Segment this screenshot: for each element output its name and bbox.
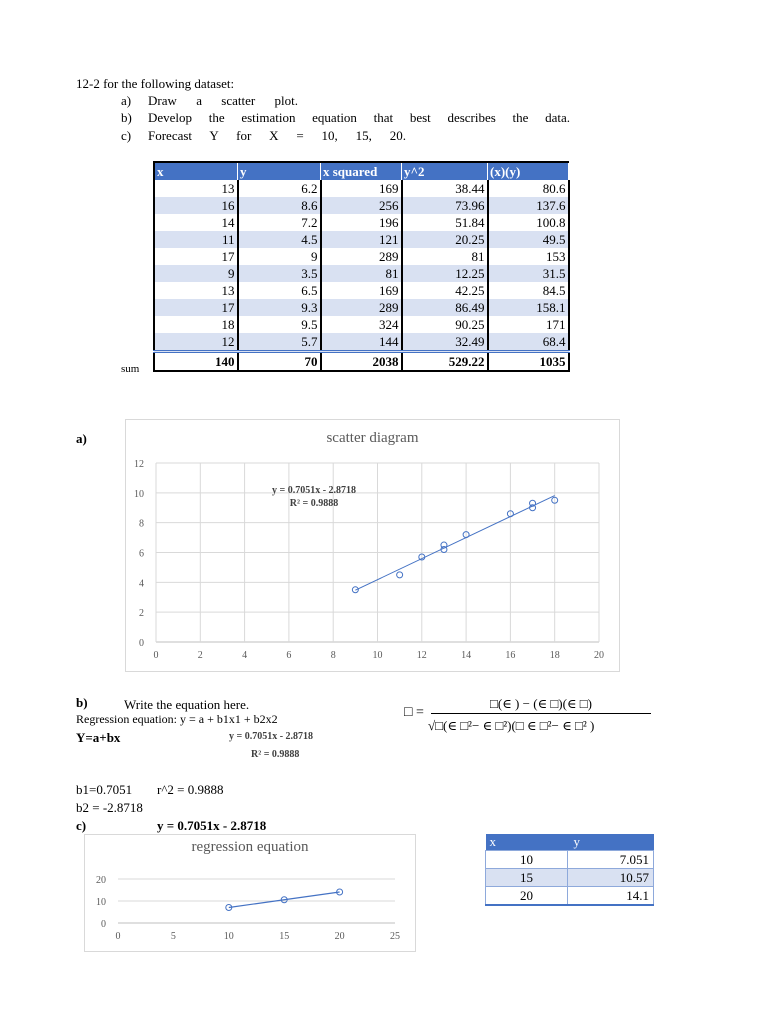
task-label: b) [121, 110, 132, 125]
r2-line: R² = 0.9888 [251, 749, 300, 760]
data-table [153, 161, 570, 372]
x-tick-label: 6 [286, 650, 292, 661]
sum-cell: 70 [238, 352, 321, 372]
table-cell: 9.3 [238, 299, 321, 316]
scatter-chart [125, 419, 620, 672]
task-b [121, 110, 570, 126]
formula-lhs: □ = [404, 705, 424, 720]
table-header-row [486, 834, 654, 851]
table-cell: 86.49 [402, 299, 488, 316]
table-row [154, 180, 569, 197]
table-cell: 80.6 [488, 180, 569, 197]
table-cell: 10 [486, 851, 568, 869]
table-cell: 144 [321, 333, 402, 352]
series-line [229, 892, 340, 908]
col-header: y [238, 162, 321, 180]
table-row [154, 299, 569, 316]
table-cell: 256 [321, 197, 402, 214]
table-cell: 153 [488, 248, 569, 265]
x-tick-label: 15 [279, 931, 290, 942]
x-tick-label: 20 [334, 931, 345, 942]
sum-cell: 1035 [488, 352, 569, 372]
task-a [121, 93, 570, 109]
table-cell: 9 [238, 248, 321, 265]
col-header: (x)(y) [488, 162, 569, 180]
table-cell: 32.49 [402, 333, 488, 352]
task-text: Draw a scatter plot. [148, 93, 298, 108]
table-cell: 10.57 [568, 869, 654, 887]
section-a-label: a) [76, 431, 87, 446]
data-point [530, 500, 536, 506]
table-cell: 289 [321, 248, 402, 265]
regression-equation-text: Regression equation: y = a + b1x1 + b2x2 [76, 712, 278, 726]
table-cell: 9 [154, 265, 238, 282]
chart-title: scatter diagram [326, 430, 419, 446]
table-cell: 169 [321, 282, 402, 299]
model-text: Y=a+bx [76, 730, 121, 745]
table-row [154, 197, 569, 214]
data-point [397, 572, 403, 578]
col-header: x [154, 162, 238, 180]
x-tick-label: 20 [594, 650, 604, 661]
r2-value: r^2 = 0.9888 [157, 782, 224, 797]
write-equation-text: Write the equation here. [124, 697, 250, 712]
table-cell: 158.1 [488, 299, 569, 316]
sum-cell: 529.22 [402, 352, 488, 372]
y-tick-label: 0 [139, 638, 144, 649]
table-cell: 16 [154, 197, 238, 214]
sum-row [154, 352, 569, 372]
table-cell: 20 [486, 887, 568, 906]
table-cell: 7.2 [238, 214, 321, 231]
table-cell: 15 [486, 869, 568, 887]
x-tick-label: 16 [505, 650, 516, 661]
task-label: c) [121, 128, 132, 143]
y-tick-label: 2 [139, 608, 144, 620]
table-cell: 17 [154, 248, 238, 265]
table-cell: 81 [402, 248, 488, 265]
scatter-plot [126, 420, 619, 671]
table-cell: 73.96 [402, 197, 488, 214]
table-row [154, 265, 569, 282]
table-cell: 4.5 [238, 231, 321, 248]
table-cell: 90.25 [402, 316, 488, 333]
x-tick-label: 5 [170, 931, 176, 942]
table-cell: 12 [154, 333, 238, 352]
table-cell: 196 [321, 214, 402, 231]
x-tick-label: 10 [372, 650, 383, 661]
y-tick-label: 12 [134, 459, 144, 470]
table-row [154, 248, 569, 265]
table-cell: 18 [154, 316, 238, 333]
formula-numerator: □(∈ ) − (∈ □)(∈ □) [431, 696, 651, 714]
table-cell: 13 [154, 282, 238, 299]
table-cell: 68.4 [488, 333, 569, 352]
table-row [154, 214, 569, 231]
table-cell: 6.2 [238, 180, 321, 197]
sum-cell: 140 [154, 352, 238, 372]
task-label: a) [121, 93, 132, 108]
col-header: x [486, 834, 568, 851]
trendline-annotation [272, 484, 356, 510]
table-cell: 289 [321, 299, 402, 316]
x-tick-label: 0 [115, 931, 121, 942]
problem-heading: 12-2 for the following dataset: [76, 76, 235, 91]
section-b-label: b) [76, 695, 88, 710]
table-row [154, 282, 569, 299]
table-row [154, 316, 569, 333]
data-point [441, 542, 447, 548]
table-cell: 42.25 [402, 282, 488, 299]
task-c [121, 128, 570, 144]
sum-cell: 2038 [321, 352, 402, 372]
table-cell: 169 [321, 180, 402, 197]
section-c-equation: y = 0.7051x - 2.8718 [157, 818, 267, 833]
task-text: Forecast Y for X = 10, 15, 20. [148, 128, 406, 143]
table-cell: 11 [154, 231, 238, 248]
table-row [486, 851, 654, 869]
col-header: x squared [321, 162, 402, 180]
col-header: y [568, 834, 654, 851]
table-cell: 121 [321, 231, 402, 248]
table-cell: 20.25 [402, 231, 488, 248]
table-cell: 3.5 [238, 265, 321, 282]
x-tick-label: 14 [461, 650, 472, 661]
table-cell: 51.84 [402, 214, 488, 231]
trendline-equation: y = 0.7051x - 2.8718 [272, 485, 357, 496]
table-cell: 81 [321, 265, 402, 282]
table-cell: 13 [154, 180, 238, 197]
col-header: y^2 [402, 162, 488, 180]
table-row [486, 869, 654, 887]
table-cell: 17 [154, 299, 238, 316]
table-cell: 8.6 [238, 197, 321, 214]
table-cell: 14.1 [568, 887, 654, 906]
table-cell: 84.5 [488, 282, 569, 299]
section-c-label: c) [76, 818, 87, 833]
y-tick-label: 6 [139, 548, 144, 560]
table-cell: 7.051 [568, 851, 654, 869]
table-cell: 100.8 [488, 214, 569, 231]
table-cell: 6.5 [238, 282, 321, 299]
table-cell: 38.44 [402, 180, 488, 197]
table-cell: 171 [488, 316, 569, 333]
table-cell: 9.5 [238, 316, 321, 333]
table-cell: 5.7 [238, 333, 321, 352]
x-tick-label: 25 [390, 931, 400, 942]
x-tick-label: 10 [223, 931, 234, 942]
table-row [154, 333, 569, 352]
y-tick-label: 20 [96, 875, 106, 886]
b2-value: b2 = -2.8718 [76, 800, 143, 815]
table-cell: 324 [321, 316, 402, 333]
x-tick-label: 4 [242, 650, 248, 661]
chart-title: regression equation [191, 839, 309, 855]
task-text: Develop the estimation equation that best describes the data. [148, 110, 570, 125]
eq-line: y = 0.7051x - 2.8718 [229, 731, 314, 742]
forecast-table [485, 834, 654, 906]
x-tick-label: 8 [330, 650, 336, 661]
x-tick-label: 12 [416, 650, 427, 661]
x-tick-label: 2 [197, 650, 203, 661]
trendline [355, 496, 554, 591]
y-tick-label: 8 [139, 518, 144, 530]
trendline-r2: R² = 0.9888 [289, 498, 339, 509]
x-tick-label: 0 [153, 650, 159, 661]
sum-label: sum [121, 363, 140, 375]
table-header-row [154, 162, 569, 180]
x-tick-label: 18 [549, 650, 560, 661]
table-row [486, 887, 654, 906]
table-row [154, 231, 569, 248]
table-cell: 137.6 [488, 197, 569, 214]
b1-value: b1=0.7051 [76, 782, 133, 797]
regression-chart [84, 834, 416, 952]
regression-plot [85, 835, 415, 951]
table-cell: 49.5 [488, 231, 569, 248]
table-cell: 12.25 [402, 265, 488, 282]
y-tick-label: 10 [134, 488, 144, 500]
table-cell: 31.5 [488, 265, 569, 282]
y-tick-label: 4 [139, 578, 144, 590]
y-tick-label: 0 [101, 919, 106, 930]
formula-denominator: √□(∈ □²− ∈ □²)(□ ∈ □²− ∈ □² ) [428, 718, 595, 733]
table-cell: 14 [154, 214, 238, 231]
y-tick-label: 10 [96, 897, 106, 908]
